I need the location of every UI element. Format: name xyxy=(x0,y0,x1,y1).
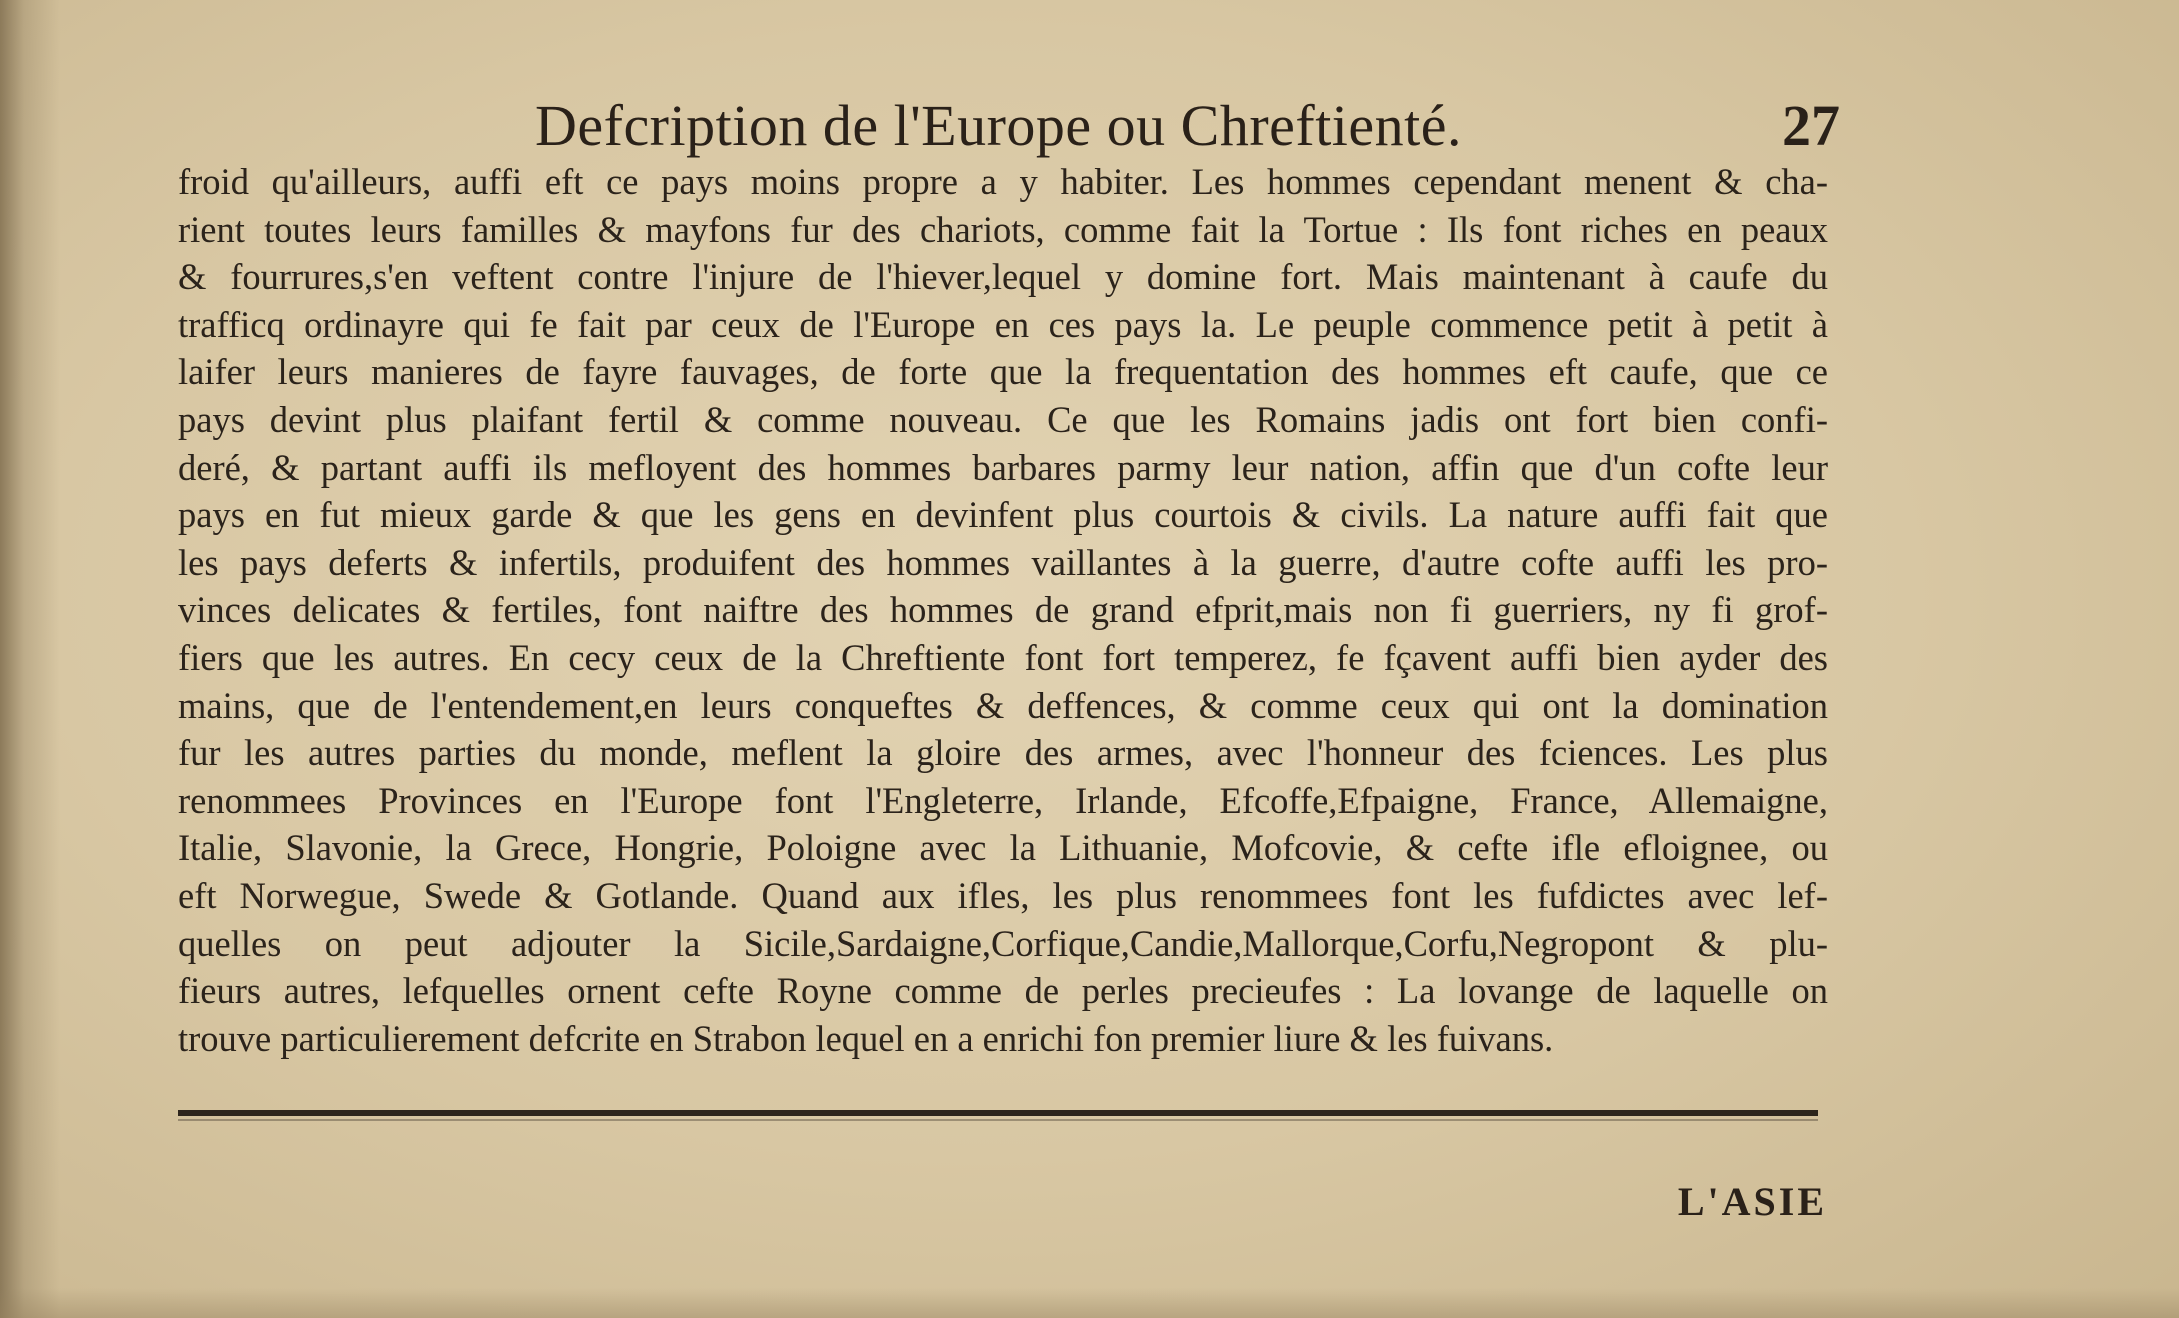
binding-shadow xyxy=(0,0,60,1318)
text-line: deré, & partant auffi ils mefloyent des hommes barbares parmy leur nation, affin que d'un cofte leur xyxy=(178,446,1828,488)
text-line: fiers que les autres. En cecy ceux de la Chreftiente font fort temperez, fe fçavent auffi bien ayder des xyxy=(178,636,1828,678)
body-text xyxy=(178,158,1828,1062)
page-header xyxy=(180,92,1840,162)
text-line: fieurs autres, lefquelles ornent cefte Royne comme de perles precieufes : La lovange de laquelle on xyxy=(178,970,1828,1012)
text-line: trafficq ordinayre qui fe fait par ceux de l'Europe en ces pays la. Le peuple commence petit à petit à xyxy=(178,303,1828,345)
page-number: 27 xyxy=(1782,93,1840,158)
catchword: L'ASIE xyxy=(1677,1179,1827,1224)
text-line: mains, que de l'entendement,en leurs conqueftes & deffences, & comme ceux qui ont la domination xyxy=(178,684,1828,726)
text-line: froid qu'ailleurs, auffi eft ce pays moins propre a y habiter. Les hommes cependant menent & cha- xyxy=(178,161,1828,202)
rule-shadow xyxy=(178,1119,1818,1121)
text-line: rient toutes leurs familles & mayfons fur des chariots, comme fait la Tortue : Ils font riches en peaux xyxy=(178,208,1828,250)
text-line: & fourrures,s'en veftent contre l'injure de l'hiever,lequel y domine fort. Mais maintenant à caufe du xyxy=(178,256,1828,298)
running-title: Defcription de l'Europe ou Chreftienté. xyxy=(535,93,1463,158)
text-line: pays en fut mieux garde & que les gens en devinfent plus courtois & civils. La nature auffi fait que xyxy=(178,494,1828,536)
text-line: les pays deferts & infertils, produifent des hommes vaillantes à la guerre, d'autre cofte auffi les pro- xyxy=(178,541,1828,583)
text-line: eft Norwegue, Swede & Gotlande. Quand aux ifles, les plus renommees font les fufdictes avec lef- xyxy=(178,874,1828,916)
bottom-edge-shadow xyxy=(0,1288,2179,1318)
text-line: vinces delicates & fertiles, font naiftre des hommes de grand efprit,mais non fi guerriers, ny fi grof- xyxy=(178,589,1828,631)
text-line: fur les autres parties du monde, meflent la gloire des armes, avec l'honneur des fciences. Les plus xyxy=(178,732,1828,774)
section-rule xyxy=(178,1110,1818,1116)
text-line: pays devint plus plaifant fertil & comme nouveau. Ce que les Romains jadis ont fort bien confi- xyxy=(178,398,1828,440)
text-line: Italie, Slavonie, la Grece, Hongrie, Poloigne avec la Lithuanie, Mofcovie, & cefte ifle efloignee, ou xyxy=(178,827,1828,869)
text-line: renommees Provinces en l'Europe font l'Engleterre, Irlande, Efcoffe,Efpaigne, France, Allemaigne, xyxy=(178,779,1828,821)
text-line: trouve particulierement defcrite en Strabon lequel en a enrichi fon premier liure & les fuivans. xyxy=(178,1017,1554,1059)
text-line: laifer leurs manieres de fayre fauvages, de forte que la frequentation des hommes eft caufe, que ce xyxy=(178,351,1828,393)
text-line: quelles on peut adjouter la Sicile,Sardaigne,Corfique,Candie,Mallorque,Corfu,Negropont & plu- xyxy=(178,922,1828,964)
